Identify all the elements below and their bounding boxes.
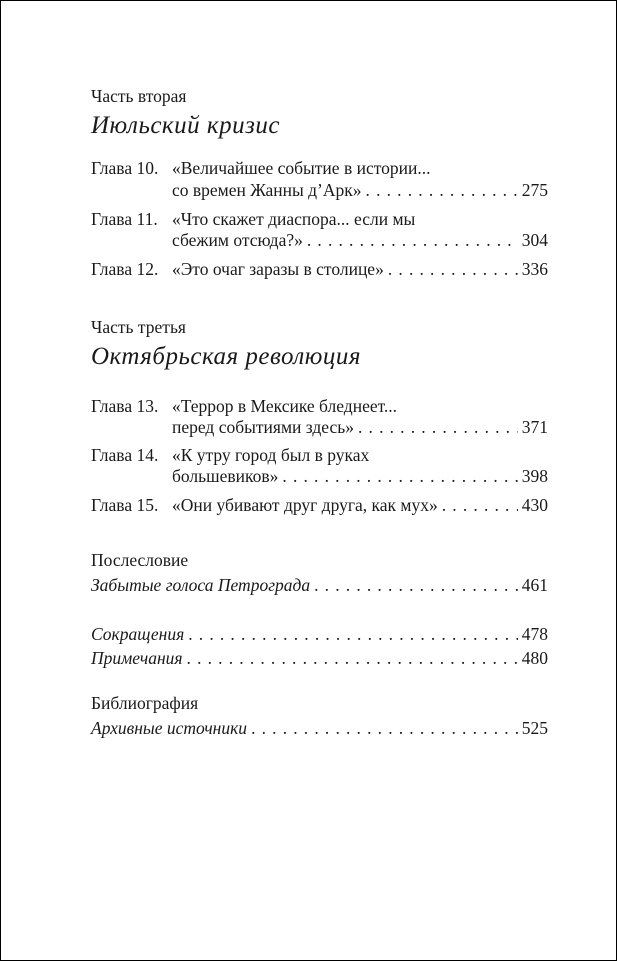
chapter-title-line: «К утру город был в руках [172,445,370,465]
dot-leader [366,180,518,200]
page-number: 430 [521,495,548,515]
dot-leader [314,575,518,595]
chapter-title-line: сбежим отсюда?» [172,230,303,250]
part-label: Часть третья [91,317,186,337]
page-number: 461 [521,575,548,595]
entry-title: Архивные источники [91,718,248,738]
chapter-label: Глава 11. [91,209,158,229]
chapter-label: Глава 13. [91,396,159,416]
entry-title: Забытые голоса Петрограда [91,575,311,595]
chapter-title-line: «Они убивают друг друга, как мух» [172,495,438,515]
chapter-title-line: «Что скажет диаспора... если мы [172,209,416,229]
part-title: Октябрьская революция [91,343,362,370]
chapter-title-line: большевиков» [172,466,279,486]
chapter-title-line: «Это очаг заразы в столице» [172,259,384,279]
page-number: 336 [521,259,548,279]
part-label: Часть вторая [91,86,187,106]
page-number: 275 [521,180,548,200]
dot-leader [251,718,518,738]
entry-title: Сокращения [91,624,185,644]
chapter-title-line: со времен Жанны д’Арк» [172,180,362,200]
chapter-title-line: перед событиями здесь» [172,417,354,437]
afterword-heading: Послесловие [91,550,189,570]
page-number: 371 [521,417,548,437]
dot-leader [307,230,518,250]
entry-title: Примечания [91,648,183,668]
page-number: 480 [521,648,548,668]
chapter-title-line: «Террор в Мексике бледнеет... [172,396,398,416]
page-number: 478 [521,624,548,644]
chapter-label: Глава 12. [91,259,159,279]
dot-leader [442,495,518,515]
dot-leader [187,648,518,668]
dot-leader [358,417,518,437]
chapter-title-line: «Величайшее событие в истории... [172,158,431,178]
page-number: 304 [521,230,548,250]
chapter-label: Глава 14. [91,445,159,465]
chapter-label: Глава 15. [91,495,159,515]
part-title: Июльский кризис [91,112,280,139]
chapter-label: Глава 10. [91,158,159,178]
page-number: 525 [521,718,548,738]
dot-leader [282,466,517,486]
bibliography-heading: Библиография [91,693,199,713]
dot-leader [188,624,518,644]
dot-leader [388,259,518,279]
page-number: 398 [521,466,548,486]
